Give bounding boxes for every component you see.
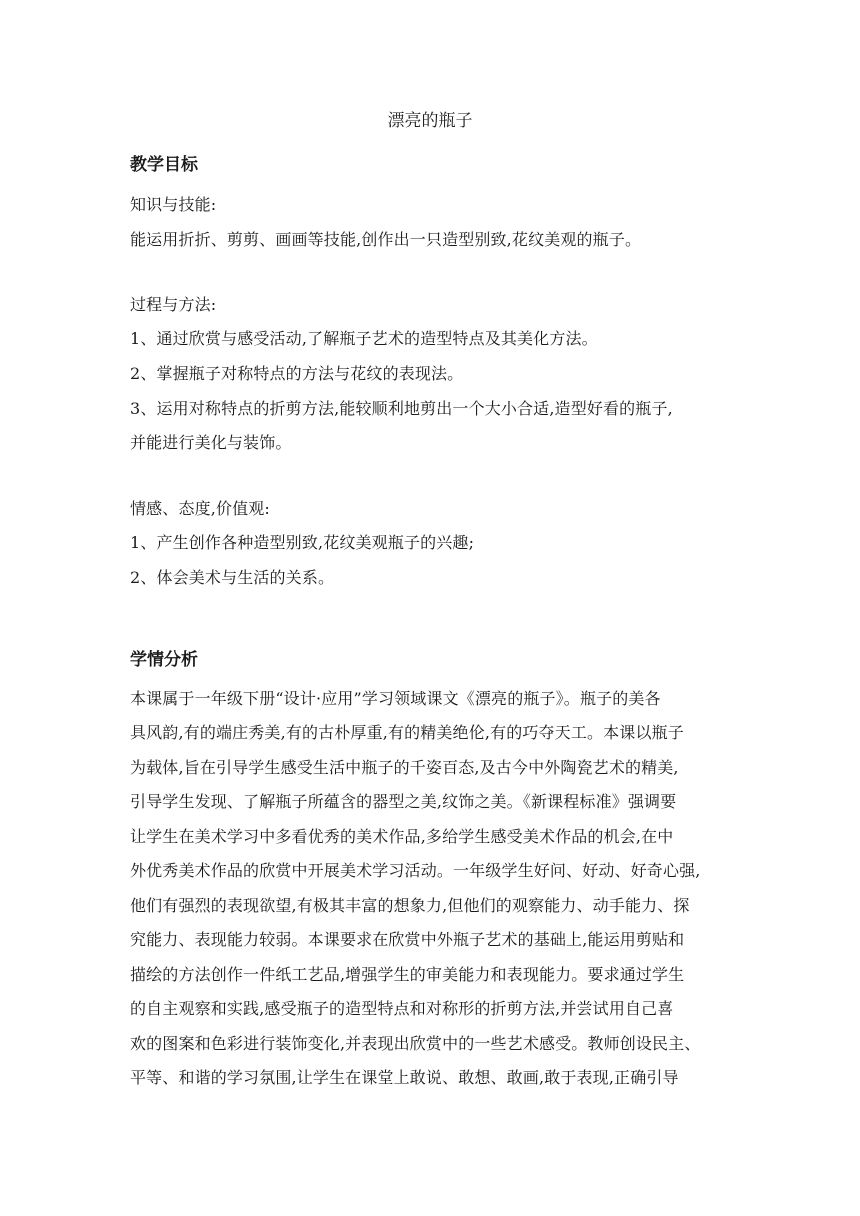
section-heading-objectives: 教学目标	[130, 155, 198, 175]
analysis-line: 他们有强烈的表现欲望,有极其丰富的想象力,但他们的观察能力、动手能力、探	[130, 896, 690, 915]
analysis-line: 引导学生发现、了解瓶子所蕴含的器型之美,纹饰之美。《新课程标准》强调要	[130, 792, 677, 811]
section-heading-analysis: 学情分析	[130, 650, 198, 670]
emotion-line: 2、体会美术与生活的关系。	[130, 568, 335, 587]
analysis-line: 具风韵,有的端庄秀美,有的古朴厚重,有的精美绝伦,有的巧夺天工。本课以瓶子	[130, 723, 684, 742]
knowledge-line: 能运用折折、剪剪、画画等技能,创作出一只造型别致,花纹美观的瓶子。	[130, 230, 642, 249]
knowledge-label: 知识与技能:	[130, 195, 217, 214]
analysis-line: 究能力、表现能力较弱。本课要求在欣赏中外瓶子艺术的基础上,能运用剪贴和	[130, 930, 685, 949]
process-line: 1、通过欣赏与感受活动,了解瓶子艺术的造型特点及其美化方法。	[130, 329, 598, 348]
analysis-line: 描绘的方法创作一件纸工艺品,增强学生的审美能力和表现能力。要求通过学生	[130, 965, 685, 984]
emotion-line: 1、产生创作各种造型别致,花纹美观瓶子的兴趣;	[130, 533, 475, 552]
analysis-line: 为载体,旨在引导学生感受生活中瓶子的千姿百态,及古今中外陶瓷艺术的精美,	[130, 758, 679, 777]
process-line: 并能进行美化与装饰。	[130, 433, 292, 452]
analysis-line: 欢的图案和色彩进行装饰变化,并表现出欣赏中的一些艺术感受。教师创设民主、	[130, 1034, 701, 1053]
analysis-line: 外优秀美术作品的欣赏中开展美术学习活动。一年级学生好问、好动、好奇心强,	[130, 861, 701, 880]
emotion-label: 情感、态度,价值观:	[130, 499, 270, 518]
process-line: 3、运用对称特点的折剪方法,能较顺利地剪出一个大小合适,造型好看的瓶子,	[130, 399, 673, 418]
analysis-line: 让学生在美术学习中多看优秀的美术作品,多给学生感受美术作品的机会,在中	[130, 827, 674, 846]
analysis-line: 本课属于一年级下册“设计·应用”学习领域课文《漂亮的瓶子》。瓶子的美各	[130, 689, 661, 708]
process-label: 过程与方法:	[130, 295, 217, 314]
process-line: 2、掌握瓶子对称特点的方法与花纹的表现法。	[130, 364, 464, 383]
analysis-line: 平等、和谐的学习氛围,让学生在课堂上敢说、敢想、敢画,敢于表现,正确引导	[130, 1068, 679, 1087]
document-title: 漂亮的瓶子	[387, 111, 473, 131]
analysis-line: 的自主观察和实践,感受瓶子的造型特点和对称形的折剪方法,并尝试用自己喜	[130, 999, 674, 1018]
